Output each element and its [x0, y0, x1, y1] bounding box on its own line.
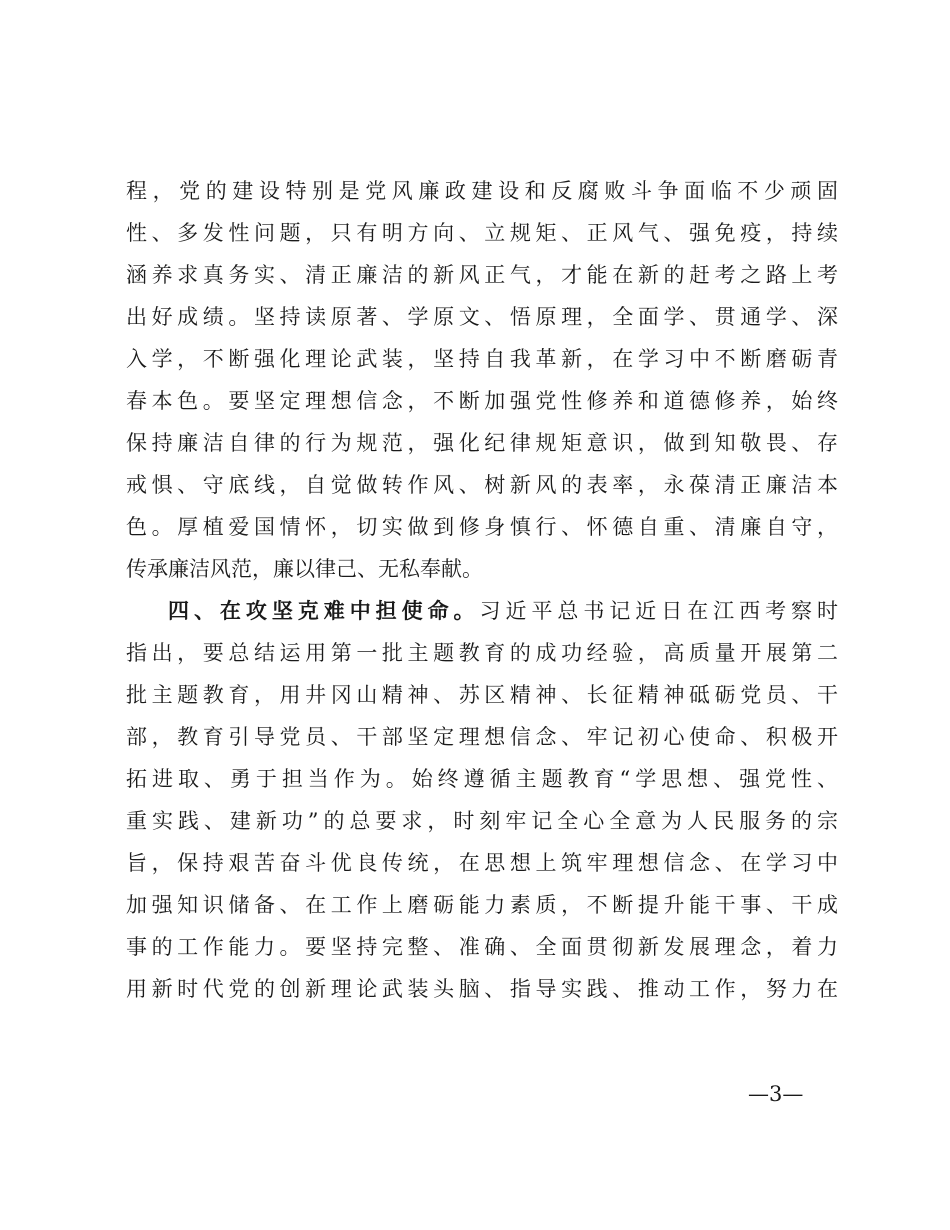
paragraph-section-four [126, 590, 838, 1010]
text-line: 色。厚植爱国情怀，切实做到修身慎行、怀德自重、清廉自守， [126, 515, 838, 539]
paragraph-continued [126, 170, 838, 590]
text-line: 重实践、建新功”的总要求，时刻牢记全心全意为人民服务的宗 [126, 809, 838, 833]
text-line: 入学，不断强化理论武装，坚持自我革新，在学习中不断磨砺青 [126, 347, 838, 371]
text-line: 戒惧、守底线，自觉做转作风、树新风的表率，永葆清正廉洁本 [126, 473, 838, 497]
text-line: 传承廉洁风范，廉以律己、无私奉献。 [126, 557, 483, 581]
document-body [126, 170, 838, 1010]
text-line: 批主题教育，用井冈山精神、苏区精神、长征精神砥砺党员、干 [126, 683, 838, 707]
section-first-line [126, 590, 838, 632]
page-number: —3— [748, 1082, 804, 1106]
text-line: 春本色。要坚定理想信念，不断加强党性修养和道德修养，始终 [126, 389, 838, 413]
text-line: 旨，保持艰苦奋斗优良传统，在思想上筑牢理想信念、在学习中 [126, 851, 838, 875]
text-line: 用新时代党的创新理论武装头脑、指导实践、推动工作，努力在 [126, 977, 838, 1001]
text-line: 涵养求真务实、清正廉洁的新风正气，才能在新的赶考之路上考 [126, 263, 838, 287]
text-line: 拓进取、勇于担当作为。始终遵循主题教育“学思想、强党性、 [126, 767, 838, 791]
text-line: 加强知识储备、在工作上磨砺能力素质，不断提升能干事、干成 [126, 893, 838, 917]
section-first-line-text: 习近平总书记近日在江西考察时 [479, 599, 839, 623]
text-line: 性、多发性问题，只有明方向、立规矩、正风气、强免疫，持续 [126, 221, 838, 245]
text-line: 保持廉洁自律的行为规范，强化纪律规矩意识，做到知敬畏、存 [126, 431, 838, 455]
text-line: 出好成绩。坚持读原著、学原文、悟原理，全面学、贯通学、深 [126, 305, 838, 329]
text-line: 部，教育引导党员、干部坚定理想信念、牢记初心使命、积极开 [126, 725, 838, 749]
text-line: 事的工作能力。要坚持完整、准确、全面贯彻新发展理念，着力 [126, 935, 838, 959]
text-line: 指出，要总结运用第一批主题教育的成功经验，高质量开展第二 [126, 641, 838, 665]
section-heading: 四、在攻坚克难中担使命。 [168, 598, 480, 623]
text-line: 程，党的建设特别是党风廉政建设和反腐败斗争面临不少顽固 [126, 179, 838, 203]
